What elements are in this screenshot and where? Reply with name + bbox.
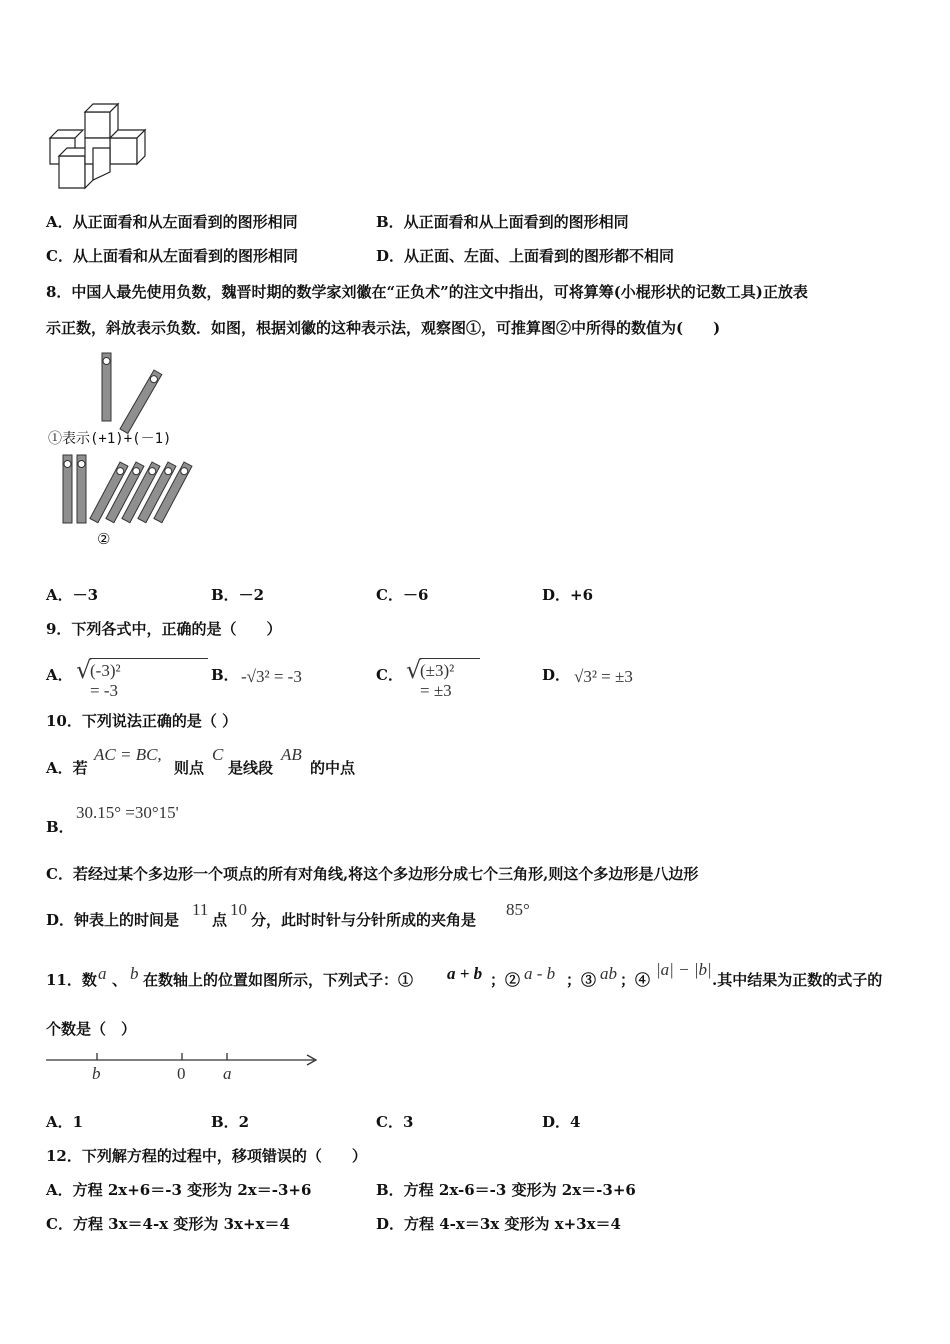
opt-a-pre: A．若 — [46, 759, 88, 777]
q8-stem-line2: 示正数，斜放表示负数．如图，根据刘徽的这种表示法，观察图①，可推算图②中所得的数值为( ) — [46, 319, 721, 337]
q9-option-d-label[interactable]: D． — [542, 666, 571, 684]
q9-option-a-label[interactable]: A． — [46, 666, 73, 684]
q11-post: .其中结果为正数的式子的 — [712, 971, 883, 989]
q12-option-b[interactable]: B．方程 2x-6＝-3 变形为 2x＝-3+6 — [376, 1181, 636, 1199]
q11-expr-4: |a| − |b| — [656, 960, 712, 979]
q7-option-b[interactable]: B．从正面看和从上面看到的图形相同 — [376, 213, 629, 231]
q11-option-d[interactable]: D．4 — [542, 1113, 581, 1131]
q9-option-b-label[interactable]: B． — [211, 666, 239, 684]
q11-pre: 11．数 — [46, 971, 97, 989]
q10-option-a[interactable] — [46, 745, 446, 779]
opt-a-math-1: AC = BC, — [94, 745, 162, 764]
q11-var-b: b — [130, 964, 139, 983]
number-line-figure — [46, 1050, 326, 1090]
q9-option-d-expr[interactable]: √3² = ±3 — [574, 667, 633, 686]
figure-2-caption: ② — [97, 530, 111, 548]
q7-option-a[interactable]: A．从正面看和从左面看到的图形相同 — [46, 213, 298, 231]
q11-expr-1: a + b — [447, 964, 483, 983]
opt-a-mid-2: 是线段 — [228, 759, 274, 777]
q8-option-b[interactable]: B．－2 — [211, 586, 265, 604]
opt-d-mid: 点 — [212, 911, 228, 929]
number-line-label-zero: 0 — [177, 1064, 186, 1083]
q12-option-a[interactable]: A．方程 2x+6＝-3 变形为 2x＝-3+6 — [46, 1181, 312, 1199]
q11-sep: 、 — [112, 971, 128, 989]
opt-a-math-3: AB — [281, 745, 302, 764]
q9-option-c-label[interactable]: C． — [376, 666, 403, 684]
q11-option-a[interactable]: A．1 — [46, 1113, 84, 1131]
opt-a-post: 的中点 — [310, 759, 356, 777]
q10-option-c[interactable]: C．若经过某个多边形一个项点的所有对角线,将这个多边形分成七个三角形,则这个多边形是八边形 — [46, 865, 699, 883]
expr-text: (±3)² = ±3 — [420, 661, 455, 700]
number-line-label-a: a — [223, 1064, 232, 1083]
opt-d-angle: 85° — [506, 900, 530, 919]
opt-d-pre: D．钟表上的时间是 — [46, 911, 180, 929]
opt-d-post: 分，此时时针与分针所成的夹角是 — [251, 911, 477, 929]
radical-bar — [90, 658, 208, 659]
q11-sep-2: ；③ — [566, 971, 597, 989]
figure-1-caption: ①表示(+1)+(－1) — [48, 431, 172, 447]
q11-sep-1: ；② — [490, 971, 521, 989]
q11-stem-line1 — [46, 960, 916, 994]
sqrt-symbol-icon: √ — [76, 656, 92, 684]
q11-var-a: a — [98, 964, 107, 983]
cube-stack-figure — [45, 100, 155, 200]
q11-option-b[interactable]: B．2 — [211, 1113, 250, 1131]
q12-option-d[interactable]: D．方程 4-x＝3x 变形为 x+3x＝4 — [376, 1215, 621, 1233]
q10-option-d[interactable] — [46, 898, 546, 932]
radical-bar — [420, 658, 480, 659]
q12-option-c[interactable]: C．方程 3x＝4-x 变形为 3x+x＝4 — [46, 1215, 290, 1233]
q7-option-c[interactable]: C．从上面看和从左面看到的图形相同 — [46, 247, 298, 265]
counting-rods-figure-2 — [58, 452, 208, 532]
q11-option-c[interactable]: C．3 — [376, 1113, 414, 1131]
sqrt-symbol-icon: √ — [406, 656, 422, 684]
q10-option-b-math: 30.15° =30°15' — [76, 803, 179, 822]
q11-mid: 在数轴上的位置如图所示，下列式子：① — [143, 971, 414, 989]
q7-option-d[interactable]: D．从正面、左面、上面看到的图形都不相同 — [376, 247, 675, 265]
q8-option-c[interactable]: C．－6 — [376, 586, 429, 604]
q8-option-a[interactable]: A．－3 — [46, 586, 99, 604]
q9-stem: 9．下列各式中，正确的是（ ） — [46, 620, 282, 638]
q9-option-b-expr[interactable]: -√3² = -3 — [241, 667, 302, 686]
q11-stem-line2: 个数是（ ） — [46, 1020, 137, 1038]
q11-expr-2: a - b — [524, 964, 556, 983]
q10-stem: 10．下列说法正确的是（ ） — [46, 712, 238, 730]
q8-option-d[interactable]: D．+6 — [542, 586, 594, 604]
opt-d-minute: 10 — [230, 900, 247, 919]
opt-a-mid: 则点 — [174, 759, 205, 777]
q8-stem-line1: 8．中国人最先使用负数，魏晋时期的数学家刘徽在“正负术”的注文中指出，可将算筹(小棍形状的记数工具)正放表 — [46, 283, 808, 301]
counting-rods-figure-1 — [50, 350, 170, 430]
q11-expr-3: ab — [600, 964, 617, 983]
number-line-label-b: b — [92, 1064, 101, 1083]
q10-option-b-label[interactable]: B． — [46, 818, 74, 836]
opt-a-math-2: C — [212, 745, 224, 764]
q11-sep-3: ；④ — [620, 971, 651, 989]
opt-d-hour: 11 — [192, 900, 209, 919]
q12-stem: 12．下列解方程的过程中，移项错误的（ ） — [46, 1147, 367, 1165]
expr-text: (-3)² = -3 — [90, 661, 121, 700]
